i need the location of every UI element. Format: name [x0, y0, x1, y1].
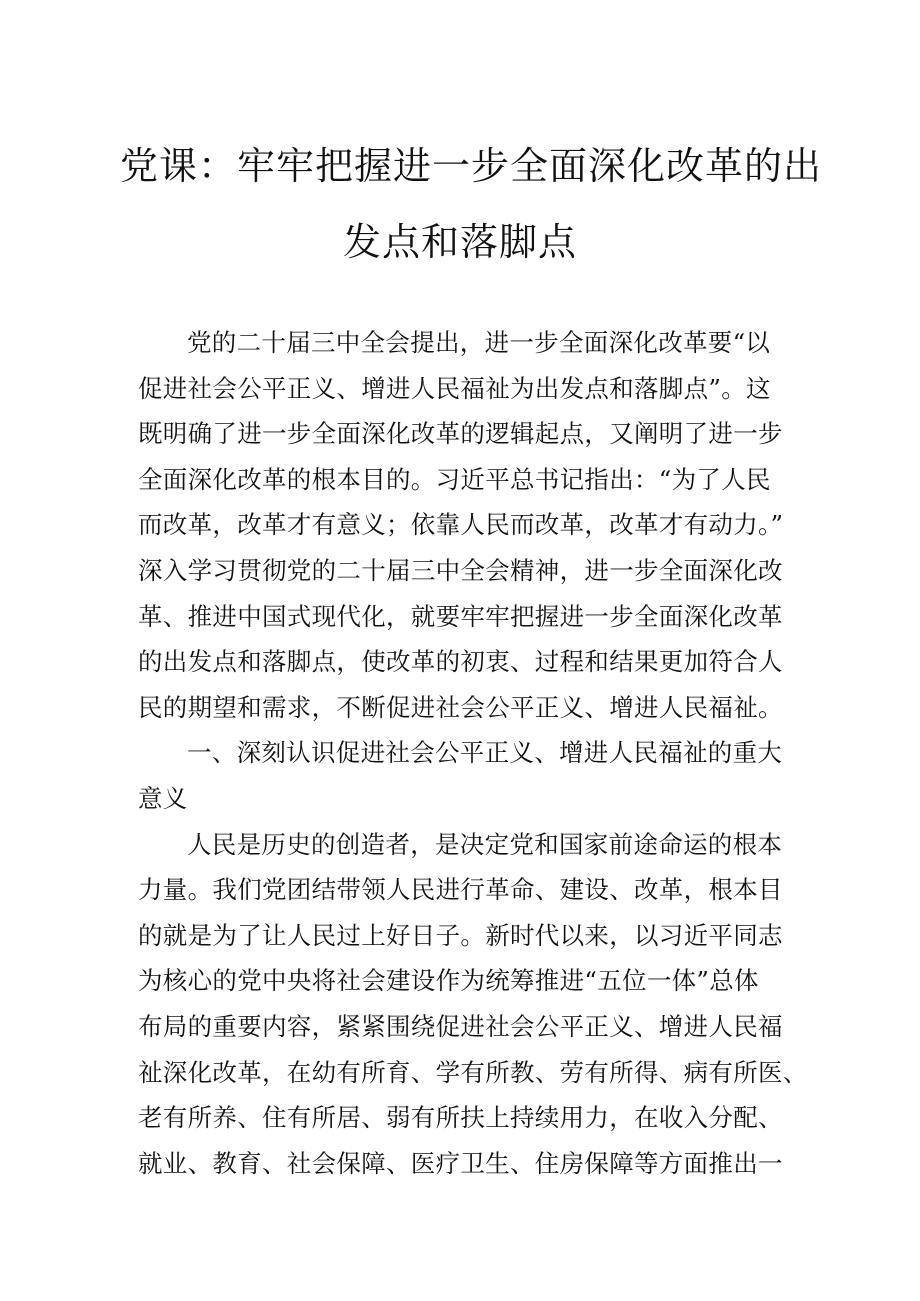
paragraph-1-line-5: 而改革，改革才有意义；依靠人民而改革，改革才有动力。”	[138, 510, 784, 540]
paragraph-1-line-1: 党的二十届三中全会提出，进一步全面深化改革要“以	[187, 328, 771, 357]
document-title-line-2: 发点和落脚点	[342, 220, 577, 264]
paragraph-2-line-6: 祉深化改革，在幼有所育、学有所教、劳有所得、病有所医、	[138, 1057, 808, 1087]
paragraph-1-line-2: 促进社会公平正义、增进人民福祉为出发点和落脚点”。这	[138, 373, 771, 403]
paragraph-2-line-3: 的就是为了让人民过上好日子。新时代以来，以习近平同志	[138, 920, 783, 950]
paragraph-1-line-8: 的出发点和落脚点，使改革的初衷、过程和结果更加符合人	[138, 647, 783, 677]
section-heading-line-2: 意义	[138, 783, 188, 813]
paragraph-2-line-1: 人民是历史的创造者，是决定党和国家前途命运的根本	[187, 829, 783, 859]
paragraph-2-line-2: 力量。我们党团结带领人民进行革命、建设、改革，根本目	[138, 875, 783, 905]
paragraph-1-line-3: 既明确了进一步全面深化改革的逻辑起点，又阐明了进一步	[138, 419, 783, 449]
document-body	[138, 320, 810, 1186]
section-heading-line-1: 一、深刻认识促进社会公平正义、增进人民福祉的重大	[187, 738, 783, 768]
paragraph-2-line-4: 为核心的党中央将社会建设作为统筹推进“五位一体”总体	[138, 966, 759, 996]
paragraph-2-line-8: 就业、教育、社会保障、医疗卫生、住房保障等方面推出一	[138, 1148, 783, 1178]
paragraph-1-line-4: 全面深化改革的根本目的。习近平总书记指出：“为了人民	[138, 464, 771, 494]
paragraph-1-line-6: 深入学习贯彻党的二十届三中全会精神，进一步全面深化改	[138, 555, 783, 585]
document-title-line-1: 党课：牢牢把握进一步全面深化改革的出	[120, 144, 823, 188]
paragraph-2-line-7: 老有所养、住有所居、弱有所扶上持续用力，在收入分配、	[138, 1103, 783, 1133]
paragraph-2-line-5: 布局的重要内容，紧紧围绕促进社会公平正义、增进人民福	[138, 1011, 783, 1041]
paragraph-1-line-7: 革、推进中国式现代化，就要牢牢把握进一步全面深化改革	[138, 601, 783, 631]
paragraph-1-line-9: 民的期望和需求，不断促进社会公平正义、增进人民福祉。	[138, 692, 783, 722]
